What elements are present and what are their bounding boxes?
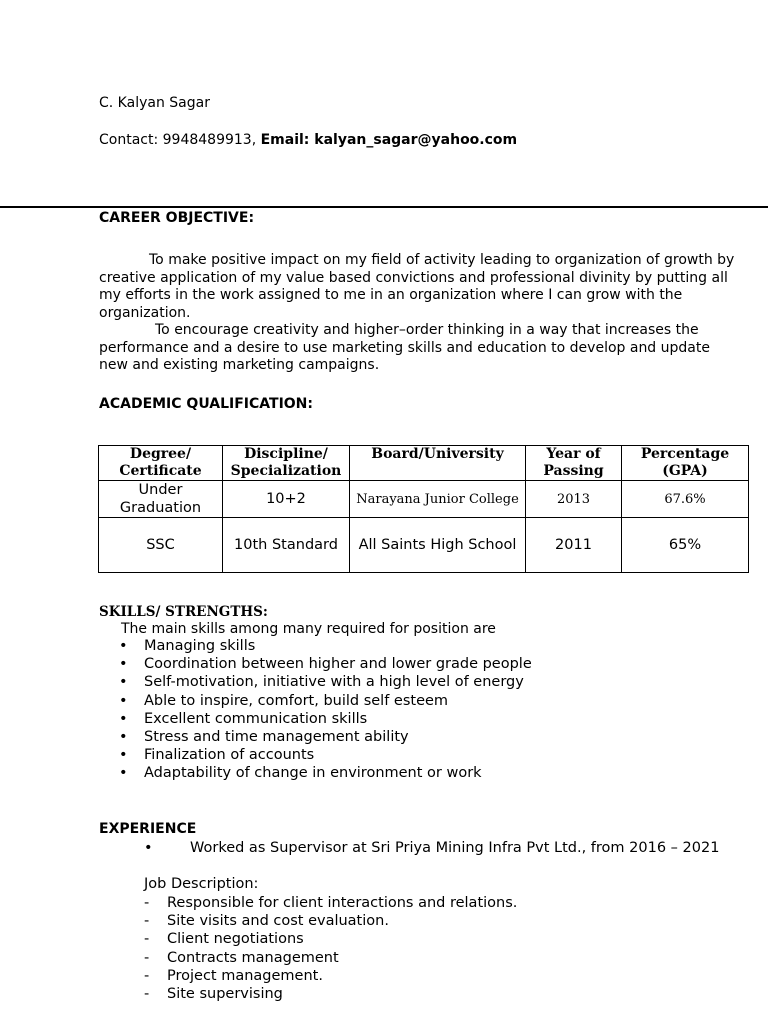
table-row — [99, 518, 749, 573]
dash-icon: - — [144, 931, 150, 948]
table-cell-discipline: 10+2 — [223, 481, 350, 518]
academic-table-header-row — [99, 446, 749, 481]
bullet-icon: • — [119, 656, 128, 673]
col-header-degree: Degree/ Certificate — [99, 446, 223, 481]
bullet-icon: • — [119, 728, 128, 745]
table-cell-percentage: 67.6% — [622, 481, 749, 518]
list-item — [144, 985, 517, 1003]
list-item — [99, 637, 532, 655]
table-cell-degree: SSC — [99, 518, 223, 573]
skills-list — [99, 637, 532, 783]
list-item — [144, 912, 517, 930]
career-objective-text-2: To encourage creativity and higher–order thinking in a way that increases the performance and a desire to use marketing skills and education to develop and update new and existing marketing campaigns. — [99, 322, 710, 373]
bullet-icon: • — [119, 747, 128, 764]
skills-intro: The main skills among many required for position are — [121, 621, 496, 637]
experience-heading: EXPERIENCE — [99, 821, 197, 837]
list-item — [99, 673, 532, 691]
academic-heading: ACADEMIC QUALIFICATION: — [99, 396, 313, 412]
list-item — [144, 949, 517, 967]
duty-text: Client negotiations — [167, 931, 304, 948]
list-item — [99, 692, 532, 710]
skill-text: Coordination between higher and lower grade people — [144, 656, 532, 673]
col-header-board: Board/University — [350, 446, 526, 481]
dash-icon: - — [144, 895, 150, 911]
skill-text: Self-motivation, initiative with a high level of energy — [144, 674, 524, 691]
list-item — [144, 930, 517, 948]
job-duties-list — [144, 894, 517, 1003]
skills-heading: SKILLS/ STRENGTHS: — [99, 604, 268, 620]
candidate-name: C. Kalyan Sagar — [99, 95, 210, 111]
duty-text: Project management. — [167, 967, 323, 984]
experience-item — [144, 840, 719, 856]
skill-text: Able to inspire, comfort, build self esteem — [144, 692, 449, 709]
bullet-icon: • — [119, 692, 128, 709]
dash-icon: - — [144, 985, 150, 1002]
list-item — [99, 746, 532, 764]
academic-table — [98, 445, 749, 573]
duty-text: Site visits and cost evaluation. — [167, 913, 389, 930]
table-cell-year: 2013 — [526, 481, 622, 518]
col-header-percentage: Percentage (GPA) — [622, 446, 749, 481]
list-item — [99, 728, 532, 746]
table-cell-board: All Saints High School — [350, 518, 526, 573]
bullet-icon: • — [119, 638, 128, 654]
experience-role: Worked as Supervisor at Sri Priya Mining Infra Pvt Ltd., from 2016 – 2021 — [190, 840, 720, 856]
bullet-icon: • — [119, 674, 128, 691]
list-item — [99, 655, 532, 673]
dash-icon: - — [144, 967, 150, 984]
header-divider — [0, 206, 768, 208]
list-item — [99, 764, 532, 782]
contact-phone: Contact: 9948489913, — [99, 132, 261, 148]
dash-icon: - — [144, 913, 150, 930]
bullet-icon: • — [119, 710, 128, 727]
career-objective-paragraph-1 — [99, 252, 739, 322]
table-cell-degree: Under Graduation — [99, 481, 223, 518]
skill-text: Finalization of accounts — [144, 747, 315, 764]
career-objective-heading: CAREER OBJECTIVE: — [99, 210, 255, 226]
duty-text: Contracts management — [167, 949, 339, 966]
skill-text: Excellent communication skills — [144, 710, 368, 727]
job-description-heading: Job Description: — [144, 876, 259, 892]
table-cell-percentage: 65% — [622, 518, 749, 573]
list-item — [144, 967, 517, 985]
col-header-year: Year of Passing — [526, 446, 622, 481]
table-cell-discipline: 10th Standard — [223, 518, 350, 573]
skill-text: Managing skills — [144, 638, 256, 654]
career-objective-text-1: To make positive impact on my field of activity leading to organization of growth by creative application of my value based convictions and professional divinity by putting all my efforts in the work assigned to me in an organization where I can grow with the organization. — [99, 252, 735, 321]
dash-icon: - — [144, 949, 150, 966]
bullet-icon: • — [119, 765, 128, 782]
table-cell-board: Narayana Junior College — [350, 481, 526, 518]
list-item — [144, 894, 517, 912]
contact-line — [99, 132, 517, 148]
career-objective-paragraph-2 — [99, 322, 739, 375]
table-row — [99, 481, 749, 518]
duty-text: Site supervising — [167, 985, 283, 1002]
list-item — [99, 710, 532, 728]
contact-email: Email: kalyan_sagar@yahoo.com — [260, 132, 518, 148]
bullet-icon: • — [144, 840, 153, 856]
skill-text: Adaptability of change in environment or work — [144, 765, 482, 782]
duty-text: Responsible for client interactions and relations. — [167, 895, 518, 911]
table-cell-year: 2011 — [526, 518, 622, 573]
skill-text: Stress and time management ability — [144, 728, 409, 745]
col-header-discipline: Discipline/ Specialization — [223, 446, 350, 481]
